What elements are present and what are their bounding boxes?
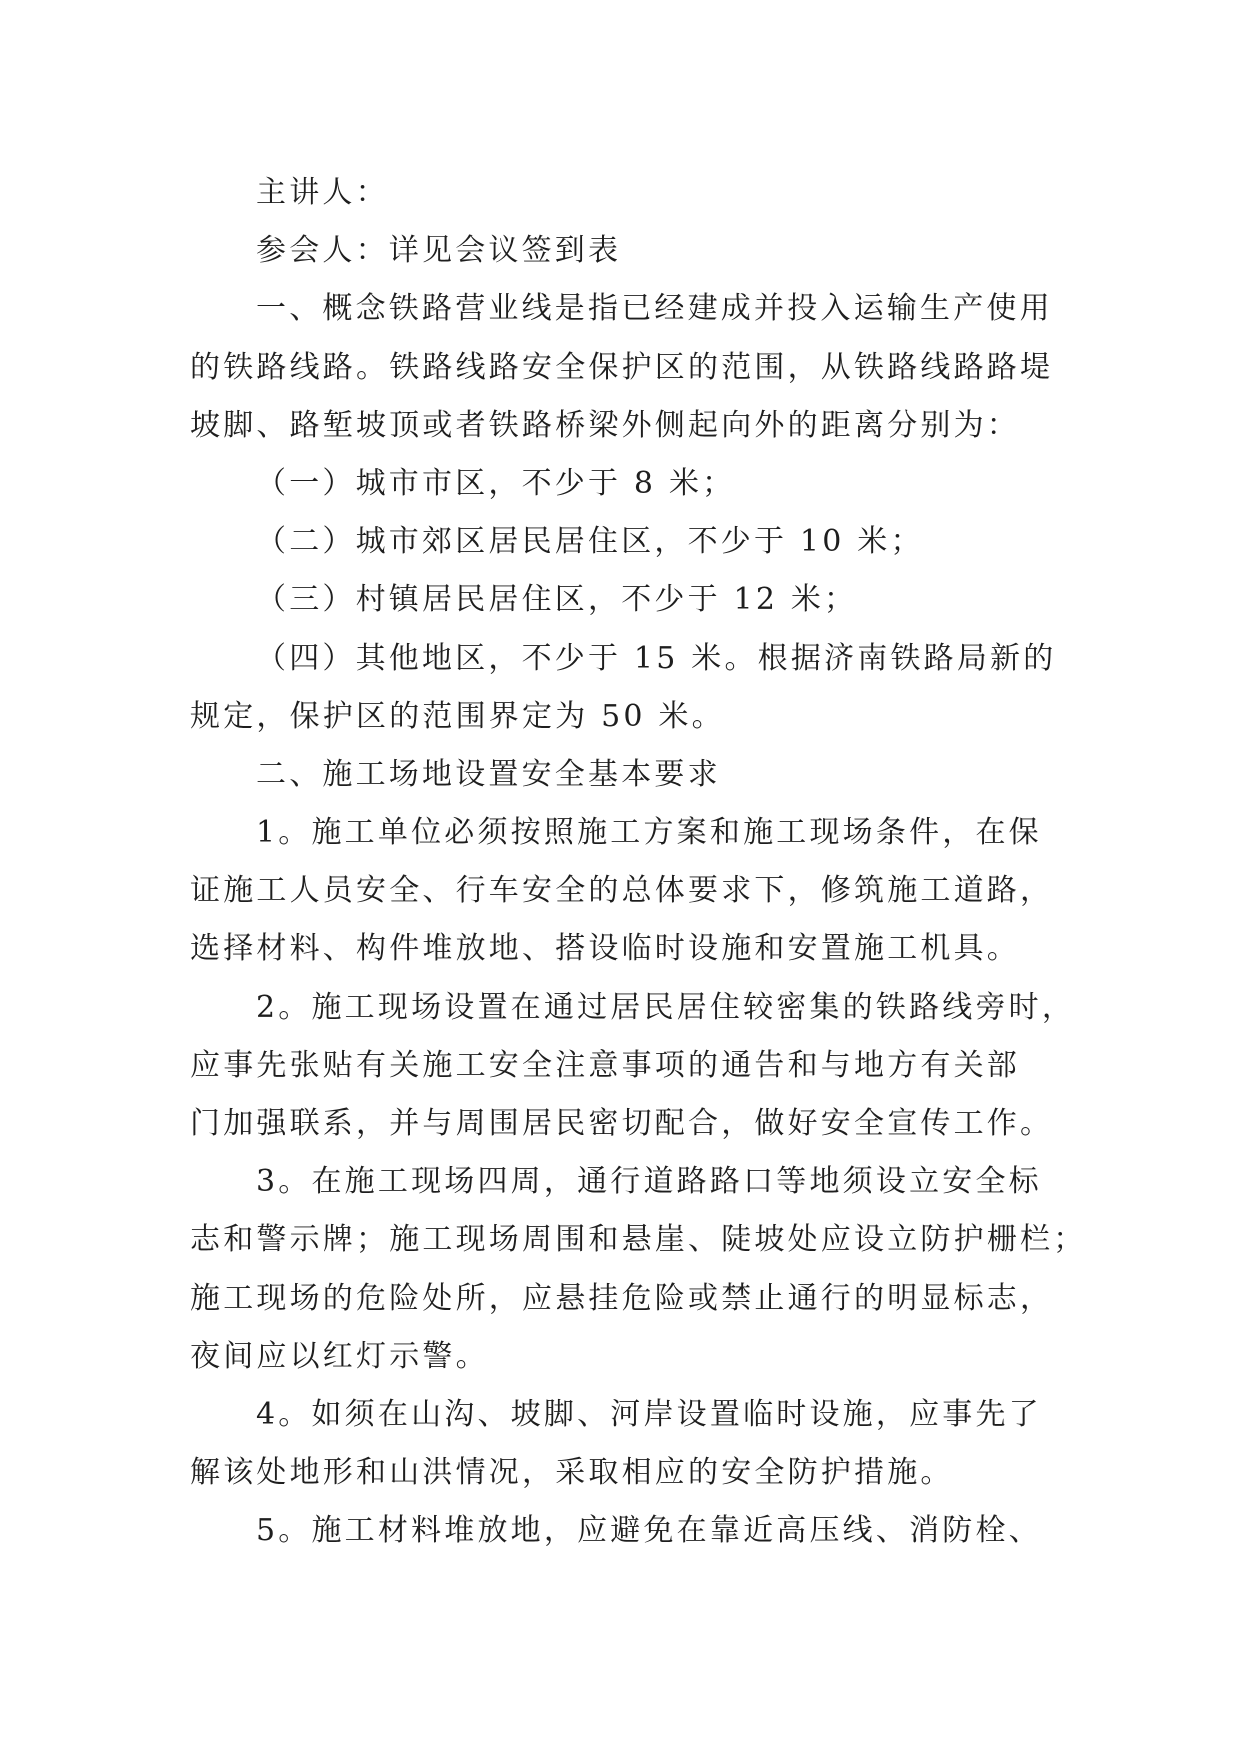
paragraph-line: 选择材料、构件堆放地、搭设临时设施和安置施工机具。 (190, 931, 1020, 967)
paragraph-line: 规定，保护区的范围界定为 50 米。 (190, 698, 725, 734)
section-1-heading: 一、概念铁路营业线是指已经建成并投入运输生产使用 (256, 291, 1053, 327)
paragraph-line: 夜间应以红灯示警。 (190, 1338, 489, 1374)
item-5-line: 5。施工材料堆放地，应避免在靠近高压线、消防栓、 (256, 1513, 1042, 1549)
document-body (190, 164, 1087, 1561)
section-2-heading: 二、施工场地设置安全基本要求 (256, 756, 721, 792)
item-3-line: 3。在施工现场四周，通行道路路口等地须设立安全标 (256, 1164, 1042, 1200)
speaker-line: 主讲人： (256, 175, 389, 210)
list-item-village: （三）村镇居民居住区，不少于 12 米； (256, 582, 858, 618)
list-item-other: （四）其他地区，不少于 15 米。根据济南铁路局新的 (256, 640, 1057, 676)
paragraph-line: 坡脚、路堑坡顶或者铁路桥梁外侧起向外的距离分别为： (190, 407, 1020, 443)
item-4-line: 4。如须在山沟、坡脚、河岸设置临时设施，应事先了 (256, 1396, 1042, 1432)
paragraph-line: 解该处地形和山洪情况，采取相应的安全防护措施。 (190, 1455, 954, 1491)
paragraph-line: 证施工人员安全、行车安全的总体要求下，修筑施工道路， (190, 873, 1054, 909)
item-1-line: 1。施工单位必须按照施工方案和施工现场条件，在保 (256, 815, 1042, 851)
attendees-line: 参会人：详见会议签到表 (256, 233, 622, 269)
list-item-suburban: （二）城市郊区居民居住区，不少于 10 米； (256, 524, 924, 560)
paragraph-line: 志和警示牌；施工现场周围和悬崖、陡坡处应设立防护栅栏； (190, 1222, 1087, 1258)
paragraph-line: 的铁路线路。铁路线路安全保护区的范围，从铁路线路路堤 (190, 349, 1054, 385)
paragraph-line: 施工现场的危险处所，应悬挂危险或禁止通行的明显标志， (190, 1280, 1054, 1316)
paragraph-line: 应事先张贴有关施工安全注意事项的通告和与地方有关部 (190, 1047, 1020, 1083)
list-item-urban: （一）城市市区，不少于 8 米； (256, 465, 736, 501)
item-2-line: 2。施工现场设置在通过居民居住较密集的铁路线旁时， (256, 989, 1076, 1025)
paragraph-line: 门加强联系，并与周围居民密切配合，做好安全宣传工作。 (190, 1106, 1054, 1141)
